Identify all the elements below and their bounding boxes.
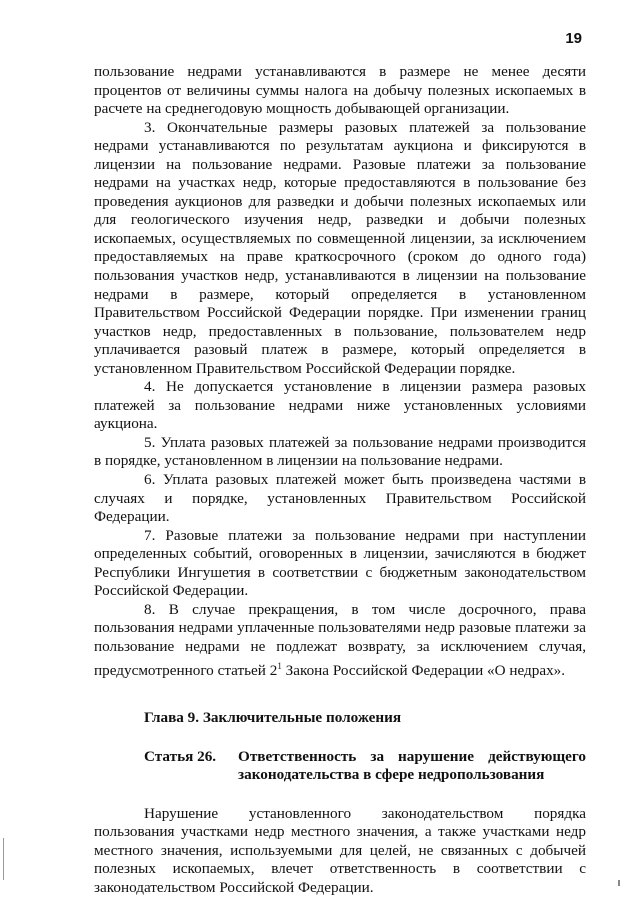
chapter-heading: Глава 9. Заключительные положения xyxy=(144,709,402,727)
superscript-marker: 1 xyxy=(277,660,282,671)
paragraph-continued: пользование недрами устанавливаются в размере не менее десяти процентов от величины суммы налога на добычу полезных ископаемых в расчете на среднегодовую мощность добывающей организации. xyxy=(94,63,586,118)
scan-corner-mark xyxy=(618,880,620,886)
scan-edge-line xyxy=(3,838,4,880)
article-title: Ответственность за нарушение действующего законодательства в сфере недропользования xyxy=(238,747,586,784)
paragraph-3: 3. Окончательные размеры разовых платежей за пользование недрами устанавливаются по результатам аукциона и фиксируются в лицензии на пользование недрами. Разовые платежи за пользование недрами на участках недр, которые предоставляются в пользование без проведения аукционов для разведки и добычи полезных ископаемых или для геологического изучения недр, разведки и добычи полезных ископаемых, осуществляемых по совмещенной лицензии, за исключением предоставляемых на праве краткосрочного (сроком до одного года) пользования участков недр, устанавливаются в лицензии на пользование недрами в размере, который определяется в установленном Правительством Российской Федерации порядке. При изменении границ участков недр, предоставленных в пользование, пользователем недр уплачивается разовый платеж в размере, который определяется в установленном Правительством Российской Федерации порядке. xyxy=(94,118,586,377)
paragraph-5: 5. Уплата разовых платежей за пользование недрами производится в порядке, установленном в лицензии на пользование недрами. xyxy=(94,433,586,470)
article-number: Статья 26. xyxy=(144,747,217,765)
article-paragraph: Нарушение установленного законодательством порядка пользования участками недр местного значения, а также участками недр местного значения, используемыми для целей, не связанных с добычей полезных ископаемых, влечет ответственность в соответствии с законодательством Российской Федерации. xyxy=(94,804,586,896)
page-number: 19 xyxy=(565,30,582,47)
document-body xyxy=(94,63,586,897)
paragraph-4: 4. Не допускается установление в лицензии размера разовых платежей за пользование недрами ниже установленных условиями аукциона. xyxy=(94,378,586,433)
paragraph-8-text-end: Закона Российской Федерации «О недрах». xyxy=(281,661,566,679)
paragraph-7: 7. Разовые платежи за пользование недрами при наступлении определенных событий, оговоренных в лицензии, зачисляются в бюджет Республики Ингушетия в соответствии с бюджетным законодательством Российской Федерации. xyxy=(94,526,586,600)
paragraph-8-text: 8. В случае прекращения, в том числе досрочного, права пользования недрами уплаченные пользователями недр разовые платежи за пользование недрами не подлежат возврату, за исключением случая, предусмотренного статьей 2 xyxy=(94,600,586,679)
paragraph-6: 6. Уплата разовых платежей может быть произведена частями в случаях и порядке, установленных Правительством Российской Федерации. xyxy=(94,471,586,526)
article-heading xyxy=(94,748,586,785)
paragraph-8 xyxy=(94,601,586,680)
